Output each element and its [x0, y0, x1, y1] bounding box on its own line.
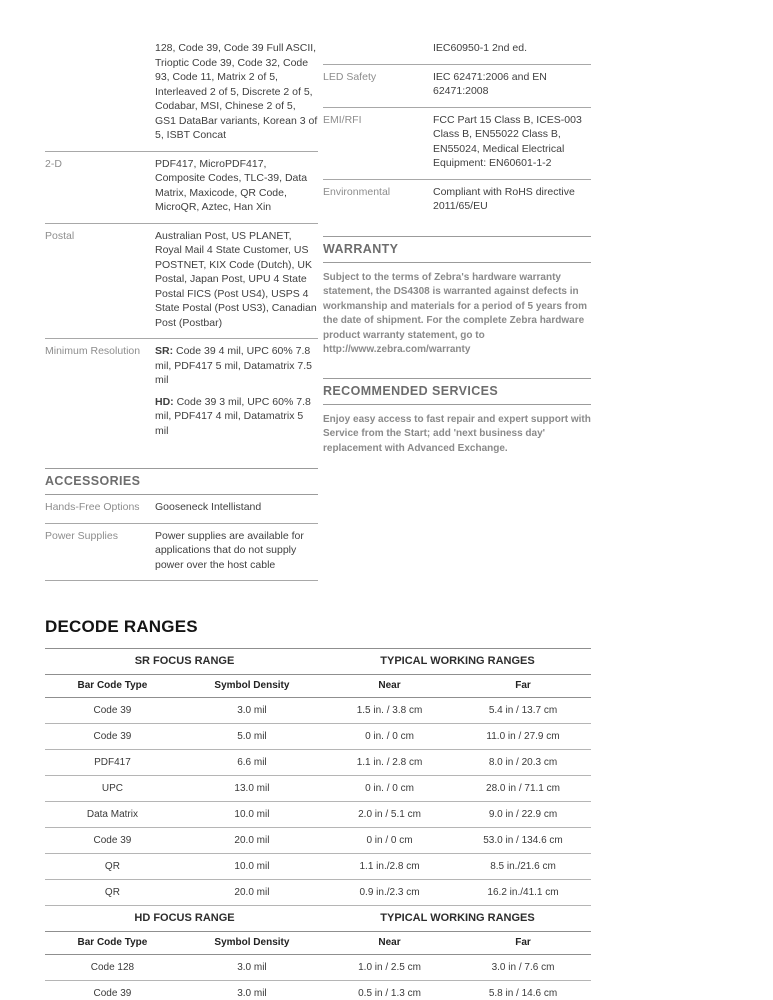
spec-row-value: IEC 62471:2006 and EN 62471:2008: [433, 70, 547, 97]
spec-row: [323, 180, 591, 222]
table-cell: Code 39: [93, 731, 132, 742]
accessories-heading: ACCESSORIES: [45, 468, 318, 495]
spec-row-value: FCC Part 15 Class B, ICES-003 Class B, EN55022 Class B, EN55024, Medical Electrical Equipment: EN60601-1-2: [433, 113, 582, 169]
spec-row: [323, 36, 591, 65]
table-cell: 16.2 in./41.1 cm: [487, 887, 559, 898]
table-cell: 20.0 mil: [234, 835, 270, 846]
spec-row: [323, 108, 591, 180]
column-header: Near: [378, 680, 401, 691]
warranty-body: Subject to the terms of Zebra's hardware warranty statement, the DS4308 is warranted against defects in workmanship and materials for a period of 5 years from the date of shipment. For the complete Zebra hardware product warranty statement, go to http://www.zebra.com/warranty: [323, 271, 587, 355]
table-cell: PDF417: [94, 757, 131, 768]
table-cell: Data Matrix: [86, 809, 138, 820]
working-ranges-title: TYPICAL WORKING RANGES: [380, 912, 535, 924]
spec-row: [45, 495, 318, 524]
spec-row-label: 2-D: [45, 157, 62, 170]
spec-row-label: [323, 41, 433, 56]
spec-row: [45, 152, 318, 224]
table-cell: 8.0 in / 20.3 cm: [488, 757, 558, 768]
regulatory-spec-table: [323, 36, 591, 222]
spec-row-value: Gooseneck Intellistand: [155, 501, 262, 513]
table-cell: 3.0 mil: [237, 988, 267, 999]
spec-row-label: Environmental: [323, 185, 391, 198]
recommended-services-body: Enjoy easy access to fast repair and expert support with Service from the Start; add 'next business day' replacement with Advanced Exchange.: [323, 413, 591, 454]
spec-row: [45, 339, 318, 446]
working-ranges-title: TYPICAL WORKING RANGES: [380, 655, 535, 667]
decode-ranges-heading: DECODE RANGES: [45, 617, 198, 636]
table-row: [45, 750, 591, 776]
right-column: [323, 36, 591, 581]
table-cell: 9.0 in / 22.9 cm: [488, 809, 558, 820]
spec-row-label: EMI/RFI: [323, 113, 362, 126]
table-cell: 0 in / 0 cm: [366, 835, 413, 846]
table-row: [45, 955, 591, 981]
accessories-table: [45, 495, 318, 581]
table-cell: 1.1 in. / 2.8 cm: [356, 757, 423, 768]
table-cell: 3.0 in / 7.6 cm: [491, 962, 555, 973]
column-header: Near: [378, 937, 401, 948]
table-cell: 13.0 mil: [234, 783, 270, 794]
spec-row-value-part: HD: Code 39 3 mil, UPC 60% 7.8 mil, PDF417 4 mil, Datamatrix 5 mil: [155, 395, 311, 437]
table-row: [45, 698, 591, 724]
table-cell: 0.9 in./2.3 cm: [359, 887, 420, 898]
column-header: Symbol Density: [214, 680, 290, 691]
spec-row: [45, 524, 318, 582]
table-row: [45, 880, 591, 906]
table-row: [45, 724, 591, 750]
column-header-row: [45, 675, 591, 698]
left-column: [45, 36, 318, 581]
table-cell: Code 128: [90, 962, 135, 973]
spec-row-value: 128, Code 39, Code 39 Full ASCII, Trioptic Code 39, Code 32, Code 93, Code 11, Matrix 2 of 5, Interleaved 2 of 5, Discrete 2 of 5, Codabar, MSI, Chinese 2 of 5, GS1 DataBar variants, Korean 3 of 5, ISBT Concat: [155, 42, 318, 141]
table-cell: 10.0 mil: [234, 861, 270, 872]
spec-part-prefix: SR:: [155, 345, 174, 357]
spec-row-value: Australian Post, US PLANET, Royal Mail 4 State Customer, US POSTNET, KIX Code (Dutch), UK Postal, Japan Post, UPU 4 State Postal FICS (Post US4), USPS 4 State Postal (Post US3), Canadian Post (Postbar): [155, 229, 317, 329]
table-cell: Code 39: [93, 988, 132, 999]
spec-row-value: Power supplies are available for applications that do not supply power over the host cable: [155, 529, 304, 571]
table-cell: 1.0 in / 2.5 cm: [358, 962, 421, 973]
column-header-row: [45, 932, 591, 955]
table-row: [45, 776, 591, 802]
spec-columns: [45, 36, 591, 581]
focus-range-header-row: [45, 906, 591, 932]
table-cell: 5.4 in / 13.7 cm: [488, 705, 558, 716]
table-cell: 0 in. / 0 cm: [365, 783, 414, 794]
column-header: Bar Code Type: [77, 937, 148, 948]
table-cell: 1.1 in./2.8 cm: [359, 861, 420, 872]
spec-row: [45, 224, 318, 340]
column-header: Far: [515, 680, 531, 691]
table-cell: 20.0 mil: [234, 887, 270, 898]
warranty-heading: WARRANTY: [323, 236, 591, 263]
column-header: Bar Code Type: [77, 680, 148, 691]
table-cell: 1.5 in. / 3.8 cm: [356, 705, 423, 716]
column-header: Symbol Density: [214, 937, 290, 948]
spec-row-label: LED Safety: [323, 70, 377, 83]
table-cell: 5.8 in / 14.6 cm: [488, 988, 558, 999]
column-header: Far: [515, 937, 531, 948]
spec-row-label: [45, 41, 155, 143]
table-row: [45, 828, 591, 854]
table-cell: 5.0 mil: [237, 731, 267, 742]
table-cell: 3.0 mil: [237, 962, 267, 973]
table-cell: 10.0 mil: [234, 809, 270, 820]
spec-row-value-part: SR: Code 39 4 mil, UPC 60% 7.8 mil, PDF417 5 mil, Datamatrix 7.5 mil: [155, 345, 312, 386]
table-cell: 0 in. / 0 cm: [365, 731, 414, 742]
spec-row: [45, 36, 318, 152]
spec-row: [323, 65, 591, 108]
spec-row-label: Minimum Resolution: [45, 345, 141, 357]
spec-row-value: Compliant with RoHS directive 2011/65/EU: [433, 185, 575, 212]
focus-range-title: HD FOCUS RANGE: [134, 912, 235, 924]
table-cell: UPC: [101, 783, 123, 794]
table-cell: 0.5 in / 1.3 cm: [358, 988, 421, 999]
spec-row-value: PDF417, MicroPDF417, Composite Codes, TLC-39, Data Matrix, Maxicode, QR Code, MicroQR, Aztec, Han Xin: [155, 157, 308, 213]
spec-part-prefix: HD:: [155, 395, 174, 408]
table-cell: QR: [104, 887, 120, 898]
spec-row-label: Power Supplies: [45, 529, 118, 542]
table-cell: 2.0 in / 5.1 cm: [358, 809, 421, 820]
table-cell: 11.0 in / 27.9 cm: [486, 731, 560, 742]
table-cell: QR: [104, 861, 120, 872]
table-row: [45, 854, 591, 880]
table-cell: 6.6 mil: [237, 757, 267, 768]
table-cell: Code 39: [93, 705, 132, 716]
table-cell: 28.0 in / 71.1 cm: [486, 783, 560, 794]
table-cell: Code 39: [93, 835, 132, 846]
table-row: [45, 981, 591, 1000]
spec-row-value: [155, 344, 318, 438]
table-cell: 3.0 mil: [237, 705, 267, 716]
table-cell: 53.0 in / 134.6 cm: [483, 835, 563, 846]
spec-row-value: IEC60950-1 2nd ed.: [433, 42, 527, 54]
focus-range-header-row: [45, 648, 591, 675]
table-cell: 8.5 in./21.6 cm: [490, 861, 556, 872]
focus-range-title: SR FOCUS RANGE: [134, 655, 235, 667]
spec-row-label: Hands-Free Options: [45, 501, 140, 513]
spec-row-label: Postal: [45, 229, 75, 242]
recommended-services-heading: RECOMMENDED SERVICES: [323, 378, 591, 405]
decode-ranges-table: [45, 648, 591, 1000]
table-row: [45, 802, 591, 828]
symbology-spec-table: [45, 36, 318, 446]
